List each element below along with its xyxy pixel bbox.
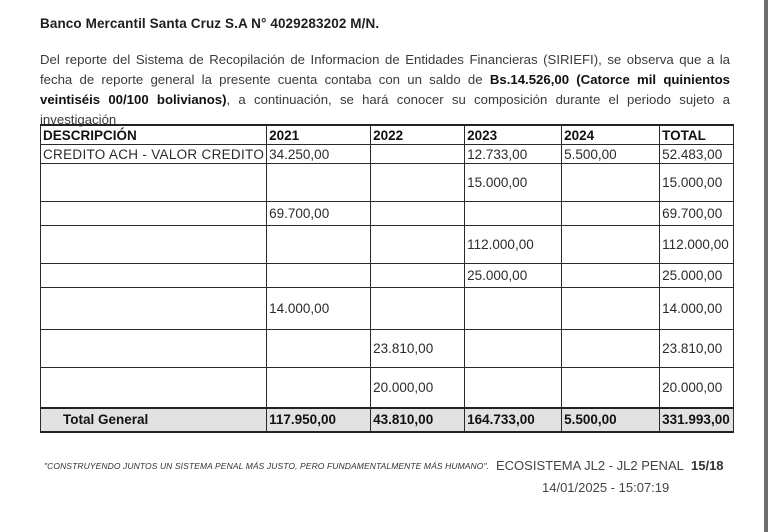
header-2021: 2021: [267, 125, 371, 145]
cell-2022: [371, 164, 465, 202]
table-row: [41, 145, 734, 164]
header-2022: 2022: [371, 125, 465, 145]
table-row: [41, 164, 734, 202]
paragraph-amount: Bs.14.526,00 (Catorce mil quinientos veintiséis 00/100 bolivianos): [40, 72, 730, 107]
cell-2023: 15.000,00: [465, 164, 562, 202]
total-2022: 43.810,00: [371, 408, 465, 432]
cell-2022: [371, 264, 465, 288]
cell-2021: [267, 368, 371, 408]
table-row: [41, 264, 734, 288]
cell-total: 112.000,00: [660, 226, 734, 264]
composition-table: [40, 124, 734, 433]
paragraph-text-end: , a continuación, se hará conocer su composición durante el periodo sujeto a investigación: [40, 92, 731, 127]
cell-2021: [267, 226, 371, 264]
page-edge-shadow: [764, 0, 768, 532]
footer-page-number: 15/18: [691, 458, 724, 473]
cell-2021: [267, 164, 371, 202]
cell-2024: [562, 202, 660, 226]
cell-2021: [267, 330, 371, 368]
total-2021: 117.950,00: [267, 408, 371, 432]
cell-total: 14.000,00: [660, 288, 734, 330]
total-2024: 5.500,00: [562, 408, 660, 432]
cell-descripcion-redacted: [41, 226, 267, 264]
footer-datetime: 14/01/2025 - 15:07:19: [542, 480, 670, 495]
report-paragraph: [40, 50, 730, 130]
cell-2022: [371, 145, 465, 164]
cell-2023: 12.733,00: [465, 145, 562, 164]
cell-descripcion-redacted: [41, 368, 267, 408]
cell-descripcion-redacted: [41, 164, 267, 202]
cell-descripcion-redacted: [41, 288, 267, 330]
cell-descripcion-redacted: [41, 264, 267, 288]
table-row: [41, 288, 734, 330]
cell-2024: [562, 264, 660, 288]
cell-2024: [562, 226, 660, 264]
cell-2021: 69.700,00: [267, 202, 371, 226]
header-total: TOTAL: [660, 125, 734, 145]
cell-2023: [465, 368, 562, 408]
cell-total: 52.483,00: [660, 145, 734, 164]
cell-total: 25.000,00: [660, 264, 734, 288]
cell-descripcion-redacted: [41, 202, 267, 226]
header-2024: 2024: [562, 125, 660, 145]
cell-2021: [267, 264, 371, 288]
total-grand: 331.993,00: [660, 408, 734, 432]
cell-2023: 112.000,00: [465, 226, 562, 264]
footer-motto: "CONSTRUYENDO JUNTOS UN SISTEMA PENAL MÁS JUSTO, PERO FUNDAMENTALMENTE MÁS HUMANO".: [44, 461, 490, 471]
cell-2023: [465, 330, 562, 368]
cell-2022: 23.810,00: [371, 330, 465, 368]
cell-total: 69.700,00: [660, 202, 734, 226]
cell-2022: [371, 202, 465, 226]
cell-2021: 14.000,00: [267, 288, 371, 330]
cell-2023: [465, 288, 562, 330]
table-header-row: [41, 125, 734, 145]
total-row: [41, 408, 734, 432]
cell-2022: [371, 288, 465, 330]
paragraph-text-start: Del reporte del Sistema de Recopilación de Informacion de Entidades Financieras (SIRIEFI), se observa que a la fecha de reporte general la presente cuenta contaba con un saldo de: [40, 52, 730, 87]
cell-2024: [562, 330, 660, 368]
cell-2024: 5.500,00: [562, 145, 660, 164]
table-row: [41, 226, 734, 264]
cell-total: 15.000,00: [660, 164, 734, 202]
cell-descripcion-redacted: [41, 330, 267, 368]
cell-2021: 34.250,00: [267, 145, 371, 164]
cell-2023: 25.000,00: [465, 264, 562, 288]
cell-2024: [562, 368, 660, 408]
footer-system-name: ECOSISTEMA JL2 - JL2 PENAL: [496, 458, 684, 473]
cell-2022: [371, 226, 465, 264]
table-row: [41, 330, 734, 368]
cell-descripcion: CREDITO ACH - VALOR CREDITO: [41, 145, 267, 164]
header-2023: 2023: [465, 125, 562, 145]
cell-2024: [562, 164, 660, 202]
cell-total: 20.000,00: [660, 368, 734, 408]
header-descripcion: DESCRIPCIÓN: [41, 125, 267, 145]
table-row: [41, 202, 734, 226]
total-2023: 164.733,00: [465, 408, 562, 432]
cell-2024: [562, 288, 660, 330]
cell-2022: 20.000,00: [371, 368, 465, 408]
cell-2023: [465, 202, 562, 226]
total-label: Total General: [41, 408, 267, 432]
account-heading: Banco Mercantil Santa Cruz S.A N° 4029283202 M/N.: [40, 16, 380, 31]
table-row: [41, 368, 734, 408]
cell-total: 23.810,00: [660, 330, 734, 368]
